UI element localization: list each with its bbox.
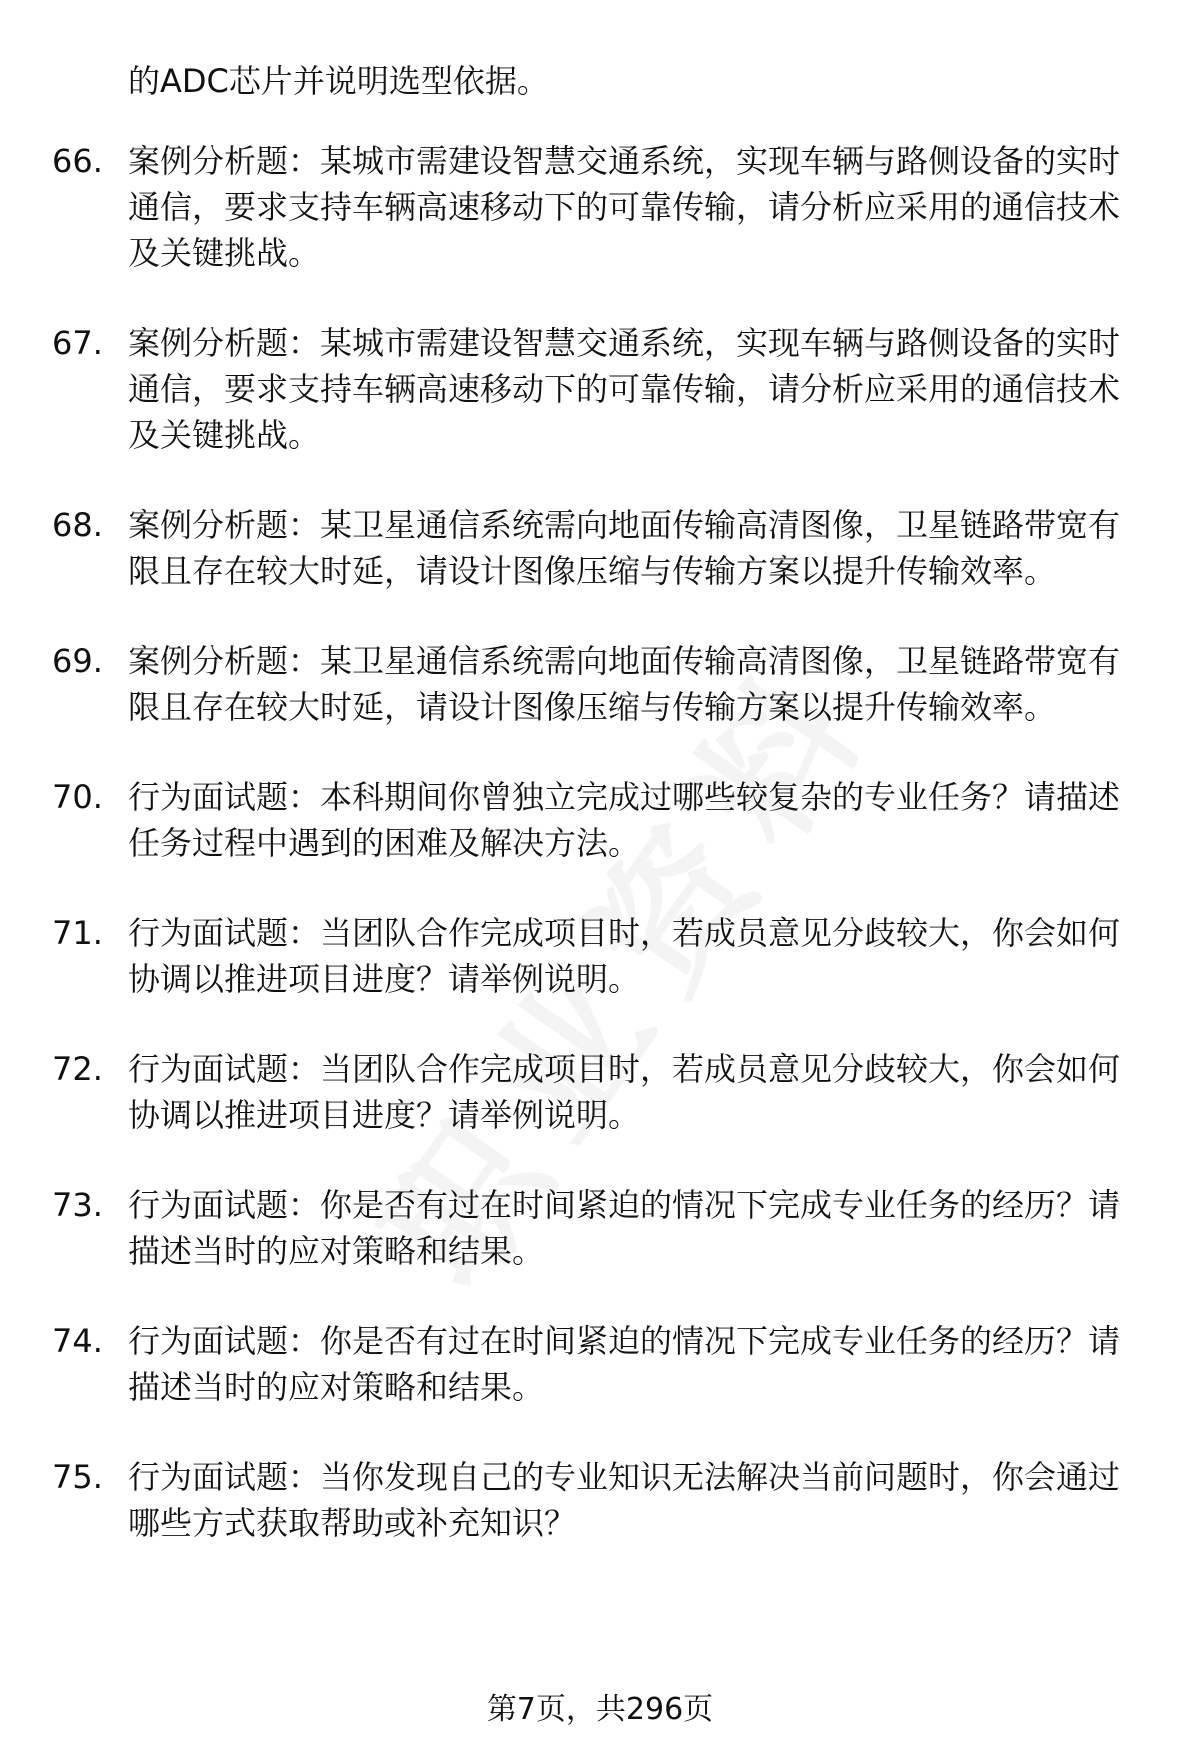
question-item <box>0 638 1200 730</box>
question-item <box>0 1046 1200 1138</box>
question-number: 74. <box>52 1322 103 1360</box>
question-number: 70. <box>52 778 103 816</box>
question-number: 69. <box>52 642 103 680</box>
question-item <box>0 502 1200 594</box>
question-item <box>0 1182 1200 1274</box>
question-text: 行为面试题：当团队合作完成项目时，若成员意见分歧较大，你会如何协调以推进项目进度？请举例说明。 <box>128 914 1121 998</box>
question-list <box>0 138 1200 1590</box>
question-text: 行为面试题：当你发现自己的专业知识无法解决当前问题时，你会通过哪些方式获取帮助或补充知识？ <box>128 1458 1121 1542</box>
question-item <box>0 1318 1200 1410</box>
question-text: 行为面试题：本科期间你曾独立完成过哪些较复杂的专业任务？请描述任务过程中遇到的困难及解决方法。 <box>128 778 1121 862</box>
question-text: 案例分析题：某卫星通信系统需向地面传输高清图像，卫星链路带宽有限且存在较大时延，请设计图像压缩与传输方案以提升传输效率。 <box>128 506 1121 590</box>
question-number: 73. <box>52 1186 103 1224</box>
question-number: 68. <box>52 506 103 544</box>
question-text: 行为面试题：你是否有过在时间紧迫的情况下完成专业任务的经历？请描述当时的应对策略和结果。 <box>128 1186 1121 1270</box>
question-text: 案例分析题：某卫星通信系统需向地面传输高清图像，卫星链路带宽有限且存在较大时延，请设计图像压缩与传输方案以提升传输效率。 <box>128 642 1121 726</box>
question-text: 行为面试题：当团队合作完成项目时，若成员意见分歧较大，你会如何协调以推进项目进度？请举例说明。 <box>128 1050 1121 1134</box>
question-text: 行为面试题：你是否有过在时间紧迫的情况下完成专业任务的经历？请描述当时的应对策略和结果。 <box>128 1322 1121 1406</box>
question-item <box>0 138 1200 276</box>
question-number: 66. <box>52 142 103 180</box>
continuation-text: 的ADC芯片并说明选型依据。 <box>128 62 549 100</box>
question-item <box>0 1454 1200 1546</box>
question-number: 72. <box>52 1050 103 1088</box>
question-item <box>0 320 1200 458</box>
question-text: 案例分析题：某城市需建设智慧交通系统，实现车辆与路侧设备的实时通信，要求支持车辆高速移动下的可靠传输，请分析应采用的通信技术及关键挑战。 <box>128 142 1121 272</box>
question-item <box>0 774 1200 866</box>
question-number: 67. <box>52 324 103 362</box>
question-item <box>0 910 1200 1002</box>
question-number: 75. <box>52 1458 103 1496</box>
question-text: 案例分析题：某城市需建设智慧交通系统，实现车辆与路侧设备的实时通信，要求支持车辆高速移动下的可靠传输，请分析应采用的通信技术及关键挑战。 <box>128 324 1121 454</box>
page-footer: 第7页，共296页 <box>486 1692 714 1727</box>
question-number: 71. <box>52 914 103 952</box>
